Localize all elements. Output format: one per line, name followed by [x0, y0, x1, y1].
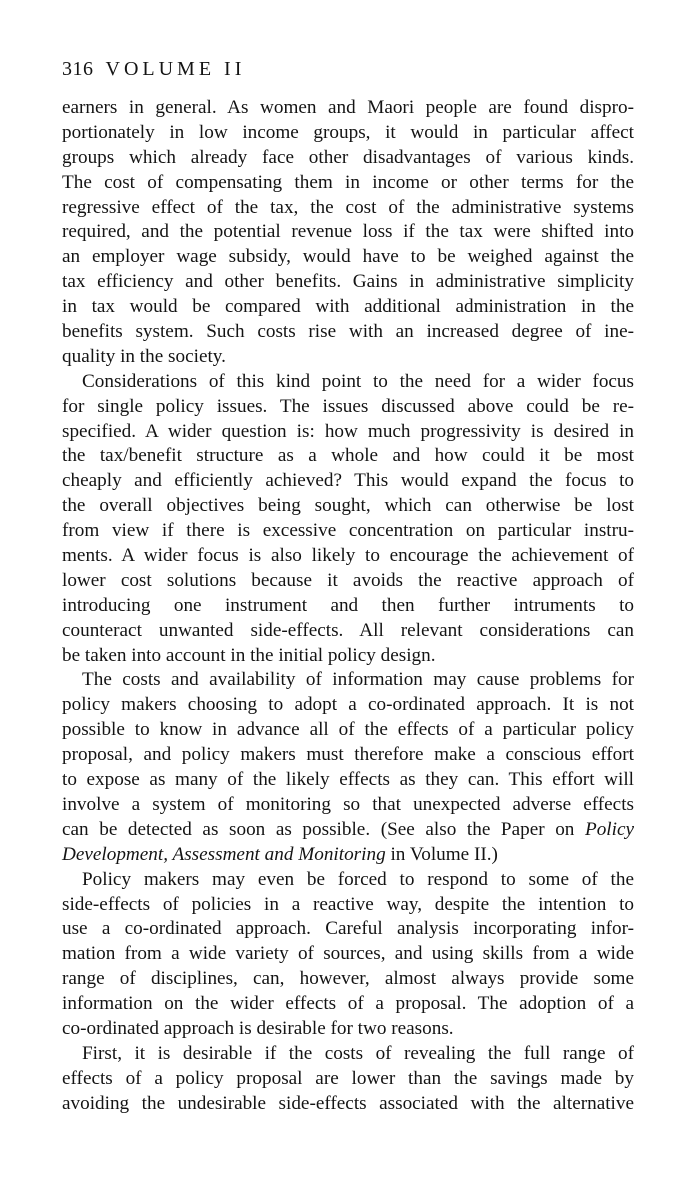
text-line: specified. A wider question is: how much progressivity is desired in — [62, 420, 634, 442]
text-line: possible to know in advance all of the effects of a particular policy — [62, 719, 634, 741]
text-line: range of disciplines, can, however, almost always provide some — [62, 968, 634, 990]
italic-title: Policy — [584, 818, 634, 840]
text-line: in tax would be compared with additional administration in the — [62, 296, 634, 318]
text-line: benefits system. Such costs rise with an increased degree of ine- — [62, 321, 634, 343]
paragraph-4 — [62, 868, 634, 1042]
paragraph-5 — [62, 1042, 634, 1117]
text-line: avoiding the undesirable side-effects associated with the alternative — [62, 1092, 634, 1114]
text-line: Policy makers may even be forced to respond to some of the — [82, 868, 634, 890]
text-line: quality in the society. — [62, 345, 226, 367]
text-line: to expose as many of the likely effects as they can. This effort will — [62, 769, 634, 791]
text-line: involve a system of monitoring so that unexpected adverse effects — [62, 793, 634, 815]
line-text: can be detected as soon as possible. (See also the Paper on — [62, 818, 585, 840]
text-line: cheaply and efficiently achieved? This would expand the focus to — [62, 470, 634, 492]
text-line: information on the wider effects of a proposal. The adoption of a — [62, 993, 634, 1015]
paragraph-1 — [62, 96, 634, 370]
text-line: Considerations of this kind point to the need for a wider focus — [82, 370, 634, 392]
text-line: proposal, and policy makers must therefore make a conscious effort — [62, 744, 634, 766]
text-line: an employer wage subsidy, would have to be weighed against the — [62, 246, 634, 268]
text-line: introducing one instrument and then further intruments to — [62, 594, 634, 616]
text-line: portionately in low income groups, it would in particular affect — [62, 121, 634, 143]
text-line: the tax/benefit structure as a whole and how could it be most — [62, 445, 634, 467]
text-line: be taken into account in the initial policy design. — [62, 644, 436, 666]
text-line: counteract unwanted side-effects. All relevant considerations can — [62, 619, 634, 641]
text-line: effects of a policy proposal are lower than the savings made by — [62, 1067, 634, 1089]
text-line: the overall objectives being sought, which can otherwise be lost — [62, 495, 634, 517]
text-line: earners in general. As women and Maori people are found dispro- — [62, 97, 634, 118]
text-line: The cost of compensating them in income or other terms for the — [62, 171, 634, 193]
page-number: 316 — [62, 58, 94, 80]
text-line — [62, 843, 634, 868]
text-line: The costs and availability of information may cause problems for — [82, 669, 634, 691]
text-line: mation from a wide variety of sources, and using skills from a wide — [62, 943, 634, 965]
text-line — [62, 818, 634, 843]
text-line: ments. A wider focus is also likely to encourage the achievement of — [62, 545, 634, 567]
volume-label: VOLUME II — [105, 58, 246, 80]
text-line: co-ordinated approach is desirable for two reasons. — [62, 1017, 454, 1039]
text-line: policy makers choosing to adopt a co-ordinated approach. It is not — [62, 694, 634, 716]
paragraph-3 — [62, 668, 634, 867]
text-line: from view if there is excessive concentration on particular instru- — [62, 520, 634, 542]
text-line: side-effects of policies in a reactive way, despite the intention to — [62, 893, 634, 915]
running-header — [62, 58, 245, 81]
text-line: First, it is desirable if the costs of revealing the full range of — [82, 1042, 634, 1064]
text-line: required, and the potential revenue loss if the tax were shifted into — [62, 221, 634, 243]
text-line: lower cost solutions because it avoids the reactive approach of — [62, 569, 634, 591]
text-line: use a co-ordinated approach. Careful analysis incorporating infor- — [62, 918, 634, 940]
line-text: in Volume II.) — [385, 843, 498, 865]
text-line: for single policy issues. The issues discussed above could be re- — [62, 395, 634, 417]
paragraph-2 — [62, 370, 634, 669]
italic-title: Development, Assessment and Monitoring — [62, 843, 386, 865]
text-line: regressive effect of the tax, the cost of the administrative systems — [62, 196, 634, 218]
text-line: groups which already face other disadvantages of various kinds. — [62, 146, 634, 168]
text-line: tax efficiency and other benefits. Gains in administrative simplicity — [62, 271, 634, 293]
body-text — [62, 96, 634, 1117]
